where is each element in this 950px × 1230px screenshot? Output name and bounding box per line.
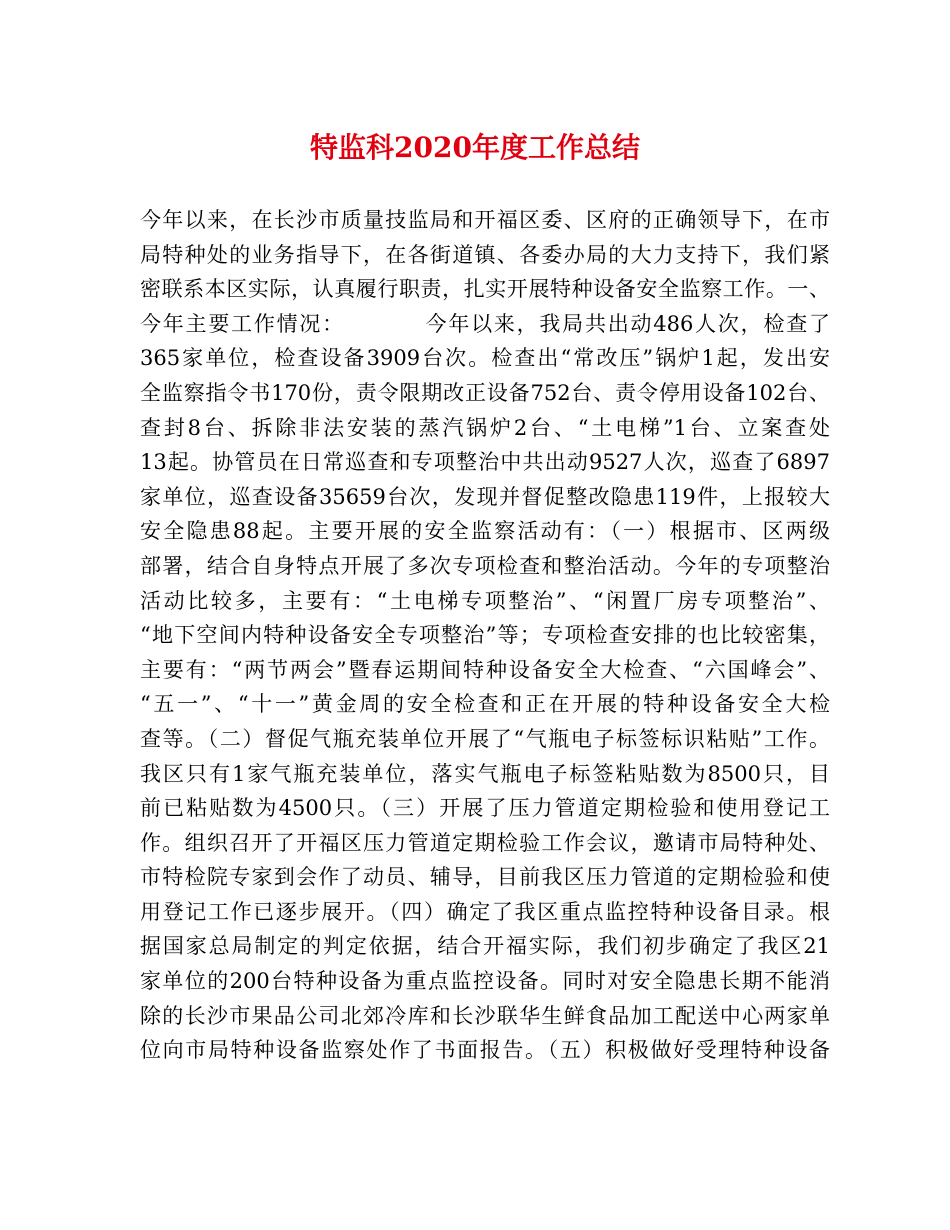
body-line: “地下空间内特种设备安全专项整治”等；专项检查安排的也比较密集， <box>140 623 830 648</box>
body-line: 用登记工作已逐步展开。（四）确定了我区重点监控特种设备目录。根 <box>140 899 830 924</box>
body-line: 局特种处的业务指导下，在各街道镇、各委办局的大力支持下，我们紧 <box>140 242 830 267</box>
body-line: 安全隐患88起。主要开展的安全监察活动有：（一）根据市、区两级 <box>140 519 830 544</box>
body-line: 查等。（二）督促气瓶充装单位开展了“气瓶电子标签标识粘贴”工作。 <box>140 726 830 751</box>
body-line: 家单位，巡查设备35659台次，发现并督促整改隐患119件，上报较大 <box>140 484 830 509</box>
body-line: 全监察指令书170份，责令限期改正设备752台、责令停用设备102台、 <box>140 380 830 405</box>
body-line: 今年以来，在长沙市质量技监局和开福区委、区府的正确领导下，在市 <box>140 208 830 232</box>
body-line: 据国家总局制定的判定依据，结合开福实际，我们初步确定了我区21 <box>140 934 830 959</box>
body-line: 13起。协管员在日常巡查和专项整治中共出动9527人次，巡查了6897 <box>140 450 830 475</box>
body-line: 家单位的200台特种设备为重点监控设备。同时对安全隐患长期不能消 <box>140 969 830 994</box>
body-line: 前已粘贴数为4500只。（三）开展了压力管道定期检验和使用登记工 <box>140 796 830 821</box>
body-line: 作。组织召开了开福区压力管道定期检验工作会议，邀请市局特种处、 <box>140 830 830 855</box>
body-line: 365家单位，检查设备3909台次。检查出“常改压”锅炉1起，发出安 <box>140 346 830 371</box>
body-line: 活动比较多，主要有：“土电梯专项整治”、“闲置厂房专项整治”、 <box>140 588 830 613</box>
body-line: 密联系本区实际，认真履行职责，扎实开展特种设备安全监察工作。一、 <box>140 277 830 302</box>
body-line: 部署，结合自身特点开展了多次专项检查和整治活动。今年的专项整治 <box>140 553 830 578</box>
body-line: 市特检院专家到会作了动员、辅导，目前我区压力管道的定期检验和使 <box>140 865 830 890</box>
body-line: 主要有：“两节两会”暨春运期间特种设备安全大检查、“六国峰会”、 <box>140 657 830 682</box>
body-line: 查封8台、拆除非法安装的蒸汽锅炉2台、“土电梯”1台、立案查处 <box>140 415 830 440</box>
body-line: 今年主要工作情况： 今年以来，我局共出动486人次，检查了 <box>140 311 830 336</box>
body-line: “五一”、“十一”黄金周的安全检查和正在开展的特种设备安全大检 <box>140 692 830 717</box>
document-body <box>140 203 830 1068</box>
body-line: 位向市局特种设备监察处作了书面报告。（五）积极做好受理特种设备 <box>140 1038 830 1063</box>
body-line: 我区只有1家气瓶充装单位，落实气瓶电子标签粘贴数为8500只，目 <box>140 761 830 786</box>
body-line: 除的长沙市果品公司北郊冷库和长沙联华生鲜食品加工配送中心两家单 <box>140 1003 830 1028</box>
document-title: 特监科2020年度工作总结 <box>310 131 640 164</box>
